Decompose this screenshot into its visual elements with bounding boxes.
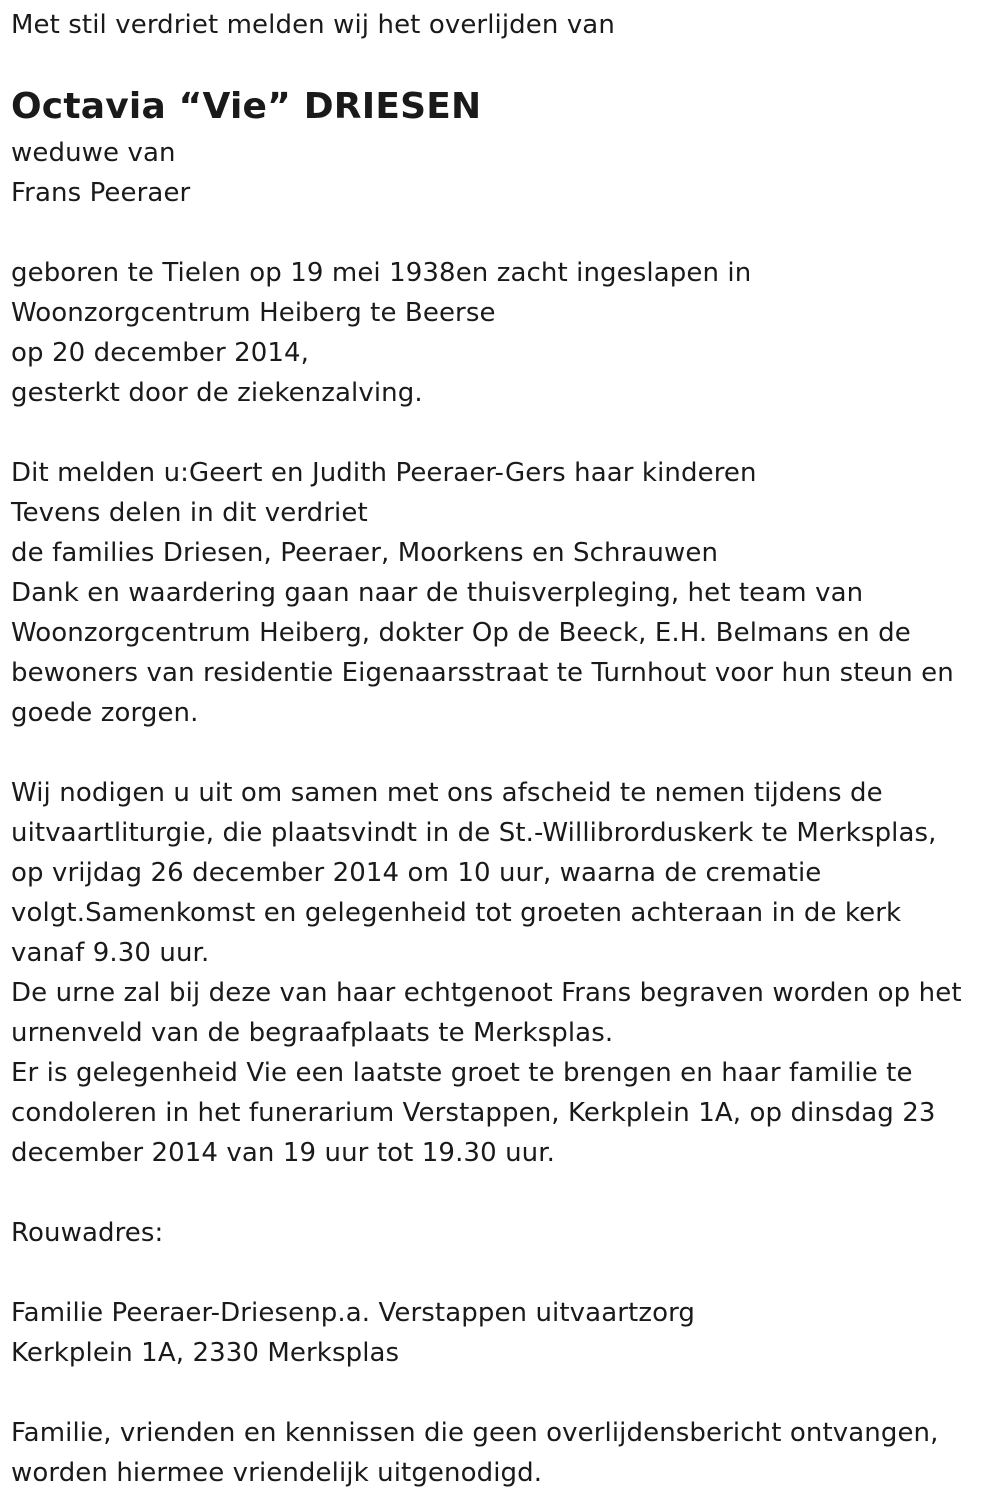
birth-death-line: op 20 december 2014, — [11, 338, 310, 368]
ceremony-line: Er is gelegenheid Vie een laatste groet te brengen en haar familie te — [11, 1058, 913, 1088]
family-line: Dank en waardering gaan naar de thuisverpleging, het team van — [11, 578, 864, 608]
ceremony-line: condoleren in het funerarium Verstappen, Kerkplein 1A, op dinsdag 23 — [11, 1098, 936, 1128]
family-line: de families Driesen, Peeraer, Moorkens en Schrauwen — [11, 538, 719, 568]
ceremony-line: december 2014 van 19 uur tot 19.30 uur. — [11, 1138, 556, 1168]
ceremony-line: urnenveld van de begraafplaats te Merksplas. — [11, 1018, 614, 1048]
ceremony-line: uitvaartliturgie, die plaatsvindt in de St.-Willibrorduskerk te Merksplas, — [11, 818, 937, 848]
closing-line: Familie, vrienden en kennissen die geen overlijdensbericht ontvangen, — [11, 1418, 939, 1448]
birth-death-line: Woonzorgcentrum Heiberg te Beerse — [11, 298, 496, 328]
family-line: Woonzorgcentrum Heiberg, dokter Op de Beeck, E.H. Belmans en de — [11, 618, 911, 648]
mourning-address-line: Familie Peeraer-Driesenp.a. Verstappen uitvaartzorg — [11, 1298, 696, 1328]
closing-line: worden hiermee vriendelijk uitgenodigd. — [11, 1458, 543, 1488]
spouse-line: weduwe van — [11, 138, 176, 168]
deceased-name: Octavia “Vie” DRIESEN — [11, 86, 482, 127]
mourning-address-line: Kerkplein 1A, 2330 Merksplas — [11, 1338, 400, 1368]
birth-death-line: gesterkt door de ziekenzalving. — [11, 378, 423, 408]
ceremony-line: vanaf 9.30 uur. — [11, 938, 210, 968]
family-line: goede zorgen. — [11, 698, 199, 728]
ceremony-line: op vrijdag 26 december 2014 om 10 uur, waarna de crematie — [11, 858, 822, 888]
family-line: Dit melden u:Geert en Judith Peeraer-Gers haar kinderen — [11, 458, 757, 488]
mourning-address-label: Rouwadres: — [11, 1218, 164, 1248]
family-line: bewoners van residentie Eigenaarsstraat te Turnhout voor hun steun en — [11, 658, 954, 688]
ceremony-line: volgt.Samenkomst en gelegenheid tot groeten achteraan in de kerk — [11, 898, 902, 928]
intro-text: Met stil verdriet melden wij het overlijden van — [11, 10, 615, 40]
ceremony-line: Wij nodigen u uit om samen met ons afscheid te nemen tijdens de — [11, 778, 883, 808]
birth-death-line: geboren te Tielen op 19 mei 1938en zacht ingeslapen in — [11, 258, 752, 288]
spouse-line: Frans Peeraer — [11, 178, 191, 208]
family-line: Tevens delen in dit verdriet — [11, 498, 368, 528]
ceremony-line: De urne zal bij deze van haar echtgenoot Frans begraven worden op het — [11, 978, 962, 1008]
